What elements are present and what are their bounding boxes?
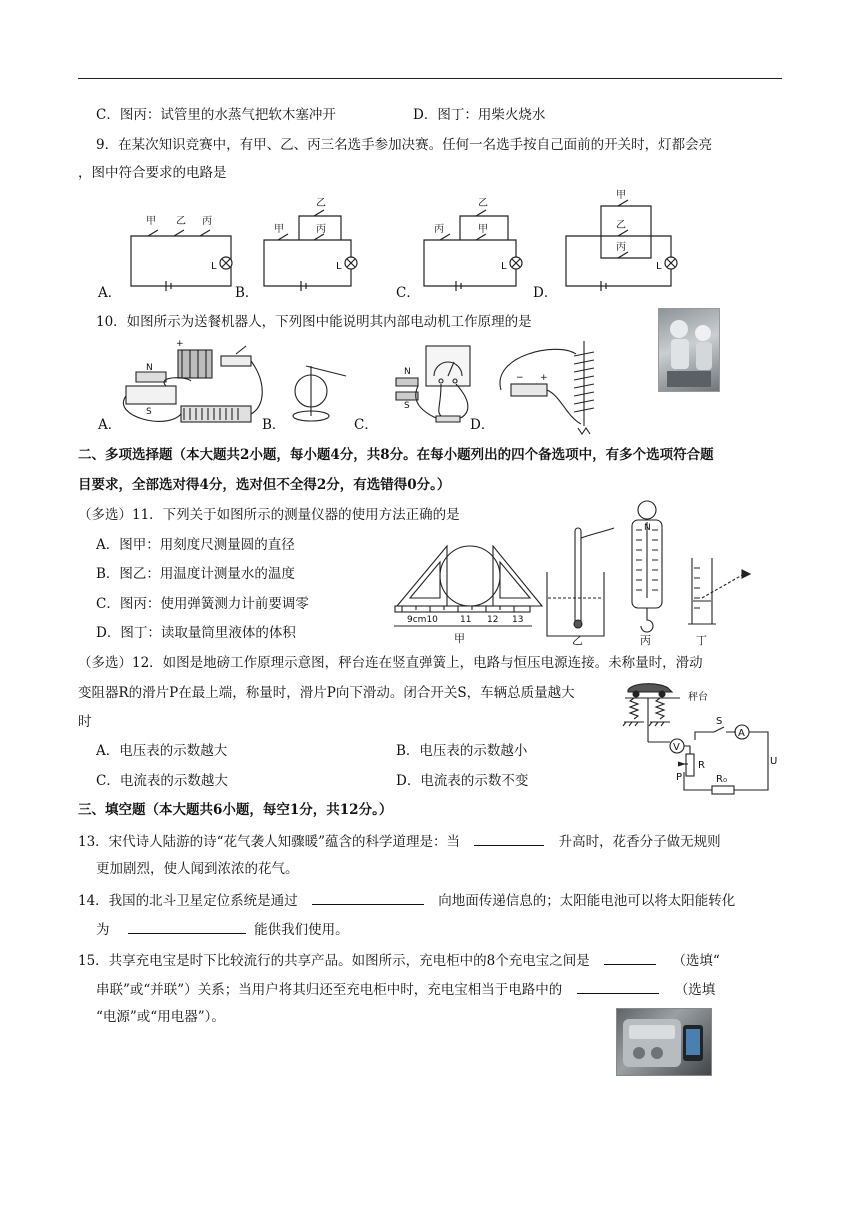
q12-option-d: D．电流表的示数不变 bbox=[396, 773, 529, 789]
section3-heading: 三、填空题（本大题共6小题，每空1分，共12分。） bbox=[78, 802, 393, 818]
header-rule bbox=[78, 78, 782, 79]
section2-heading-line1: 二、多项选择题（本大题共2小题，每小题4分，共8分。在每小题列出的四个备选项中，有多个选项符合题 bbox=[78, 447, 714, 463]
q8-option-d: D．图丁：用柴火烧水 bbox=[413, 107, 546, 123]
q12-weighbridge-diagram bbox=[620, 680, 780, 796]
q11-fig-ding: 丁 bbox=[696, 634, 707, 647]
q9b-label-bing: 丙 bbox=[316, 224, 326, 235]
q11-scale-unit: N bbox=[644, 523, 651, 533]
q10a-s-pole: S bbox=[146, 407, 152, 417]
q11-option-c: C．图丙：使用弹簧测力计前要调零 bbox=[96, 596, 309, 612]
q11-option-b: B．图乙：用温度计测量水的温度 bbox=[96, 566, 295, 582]
q9a-label-bing: 丙 bbox=[202, 216, 212, 227]
q12-option-b: B．电压表的示数越小 bbox=[396, 743, 528, 759]
q12-stem-line3: 时 bbox=[78, 714, 92, 730]
q12-voltage-label: U bbox=[770, 756, 778, 767]
q11-ruler-tick-9-10: 9cm10 bbox=[407, 615, 438, 625]
q15-text-part2: （选填“ bbox=[672, 953, 720, 969]
q15-answer-blank-2[interactable] bbox=[577, 979, 659, 994]
q12-option-a: A．电压表的示数越大 bbox=[96, 743, 228, 759]
q10a-plus: + bbox=[176, 339, 184, 349]
q11-option-d: D．图丁：读取量筒里液体的体积 bbox=[96, 625, 296, 641]
q13-text-part2: 升高时，花香分子做无规则 bbox=[558, 834, 721, 850]
q11-ruler-tick-12: 12 bbox=[487, 615, 499, 625]
q9-stem-line2: ，图中符合要求的电路是 bbox=[78, 165, 227, 181]
q10d-minus: − bbox=[516, 373, 524, 383]
q14-text-part4: 能供我们使用。 bbox=[254, 922, 349, 938]
q11-ruler-tick-13: 13 bbox=[512, 615, 524, 625]
q9b-label-jia: 甲 bbox=[274, 224, 284, 235]
q12-r0-label: R₀ bbox=[716, 774, 727, 785]
q15-line3: “电源”或“用电器”）。 bbox=[96, 1009, 225, 1025]
q9a-label-yi: 乙 bbox=[176, 216, 186, 227]
q9-option-c: C． bbox=[396, 285, 420, 301]
q12-stem-line2: 变阻器R的滑片P在最上端，称量时，滑片P向下滑动。闭合开关S，车辆总质量越大 bbox=[78, 685, 575, 701]
q13-text-part1: 13．宋代诗人陆游的诗“花气袭人知骤暖”蕴含的科学道理是：当 bbox=[78, 834, 460, 850]
power-bank-cabinet-photo bbox=[616, 1008, 712, 1076]
q10-option-b: B． bbox=[262, 417, 286, 433]
q9d-label-jia: 甲 bbox=[616, 190, 626, 201]
section2-heading-line2: 目要求，全部选对得4分，选对但不全得2分，有选错得0分。） bbox=[78, 477, 451, 493]
q9d-lamp: L bbox=[656, 261, 662, 272]
q10c-s-pole: S bbox=[404, 401, 410, 411]
robot-photo bbox=[658, 308, 720, 392]
q10a-n-pole: N bbox=[146, 363, 153, 373]
q9b-label-yi: 乙 bbox=[316, 198, 326, 209]
q15-text-part1: 15．共享充电宝是时下比较流行的共享产品。如图所示，充电柜中的8个充电宝之间是 bbox=[78, 953, 590, 969]
q15-text-part4: （选填 bbox=[674, 982, 716, 998]
q10-option-d: D． bbox=[470, 417, 495, 433]
q15-answer-blank-1[interactable] bbox=[604, 950, 656, 965]
q12-voltmeter-label: V bbox=[673, 742, 680, 753]
q15-line2 bbox=[96, 979, 715, 999]
q9c-lamp: L bbox=[501, 261, 507, 272]
q13-line1 bbox=[78, 831, 721, 851]
q10c-n-pole: N bbox=[404, 367, 411, 377]
q14-answer-blank-2[interactable] bbox=[128, 919, 246, 934]
q14-line1 bbox=[78, 890, 735, 910]
q9c-label-yi: 乙 bbox=[478, 198, 488, 209]
q9c-label-bing: 丙 bbox=[434, 224, 444, 235]
q11-stem: （多选）11．下列关于如图所示的测量仪器的使用方法正确的是 bbox=[78, 507, 460, 523]
q9a-lamp: L bbox=[211, 261, 217, 272]
q10-stem: 10．如图所示为送餐机器人，下列图中能说明其内部电动机工作原理的是 bbox=[96, 314, 532, 330]
q9-option-b: B． bbox=[235, 285, 259, 301]
q14-text-part2: 向地面传递信息的；太阳能电池可以将太阳能转化 bbox=[438, 893, 736, 909]
q9-stem-line1: 9．在某次知识竞赛中，有甲、乙、丙三名选手参加决赛。任何一名选手按自己面前的开关时，灯都会亮 bbox=[96, 137, 713, 153]
q12-platform-label: 秤台 bbox=[688, 692, 708, 703]
q15-text-part3: 串联”或“并联”）关系；当用户将其归还至充电柜中时，充电宝相当于电路中的 bbox=[96, 982, 563, 998]
q14-answer-blank-1[interactable] bbox=[312, 890, 424, 905]
q12-slider-label: P bbox=[676, 772, 683, 783]
q9-option-d: D． bbox=[533, 285, 558, 301]
q13-answer-blank[interactable] bbox=[474, 831, 544, 846]
q14-text-part1: 14．我国的北斗卫星定位系统是通过 bbox=[78, 893, 298, 909]
q12-ammeter-label: A bbox=[738, 728, 745, 739]
q14-line2 bbox=[96, 919, 349, 939]
q12-switch-label: S bbox=[716, 716, 723, 727]
q9c-label-jia: 甲 bbox=[478, 224, 488, 235]
q11-fig-bing: 丙 bbox=[640, 634, 651, 647]
q10-option-c: C． bbox=[354, 417, 378, 433]
q11-option-a: A．图甲：用刻度尺测量圆的直径 bbox=[96, 537, 295, 553]
q12-stem-line1: （多选）12．如图是地磅工作原理示意图，秤台连在竖直弹簧上，电路与恒压电源连接。未称量时，滑动 bbox=[78, 655, 703, 671]
q10d-plus: + bbox=[540, 373, 548, 383]
q11-fig-jia: 甲 bbox=[454, 632, 465, 645]
q9a-label-jia: 甲 bbox=[146, 216, 156, 227]
q8-option-c: C．图丙：试管里的水蒸气把软木塞冲开 bbox=[96, 107, 336, 123]
q11-ruler-tick-11: 11 bbox=[460, 615, 472, 625]
q9d-label-bing: 丙 bbox=[616, 242, 626, 253]
q11-fig-yi: 乙 bbox=[572, 634, 583, 647]
q15-line1 bbox=[78, 950, 720, 970]
q12-option-c: C．电流表的示数越大 bbox=[96, 773, 228, 789]
q14-text-part3: 为 bbox=[96, 922, 110, 938]
q11-instrument-figures bbox=[392, 498, 772, 648]
q10-option-a: A． bbox=[98, 417, 122, 433]
q9d-label-yi: 乙 bbox=[616, 220, 626, 231]
q12-rheostat-label: R bbox=[698, 760, 705, 771]
q13-line2: 更加剧烈，使人闻到浓浓的花气。 bbox=[96, 861, 299, 877]
q9-option-a: A． bbox=[98, 285, 122, 301]
q9b-lamp: L bbox=[336, 261, 342, 272]
